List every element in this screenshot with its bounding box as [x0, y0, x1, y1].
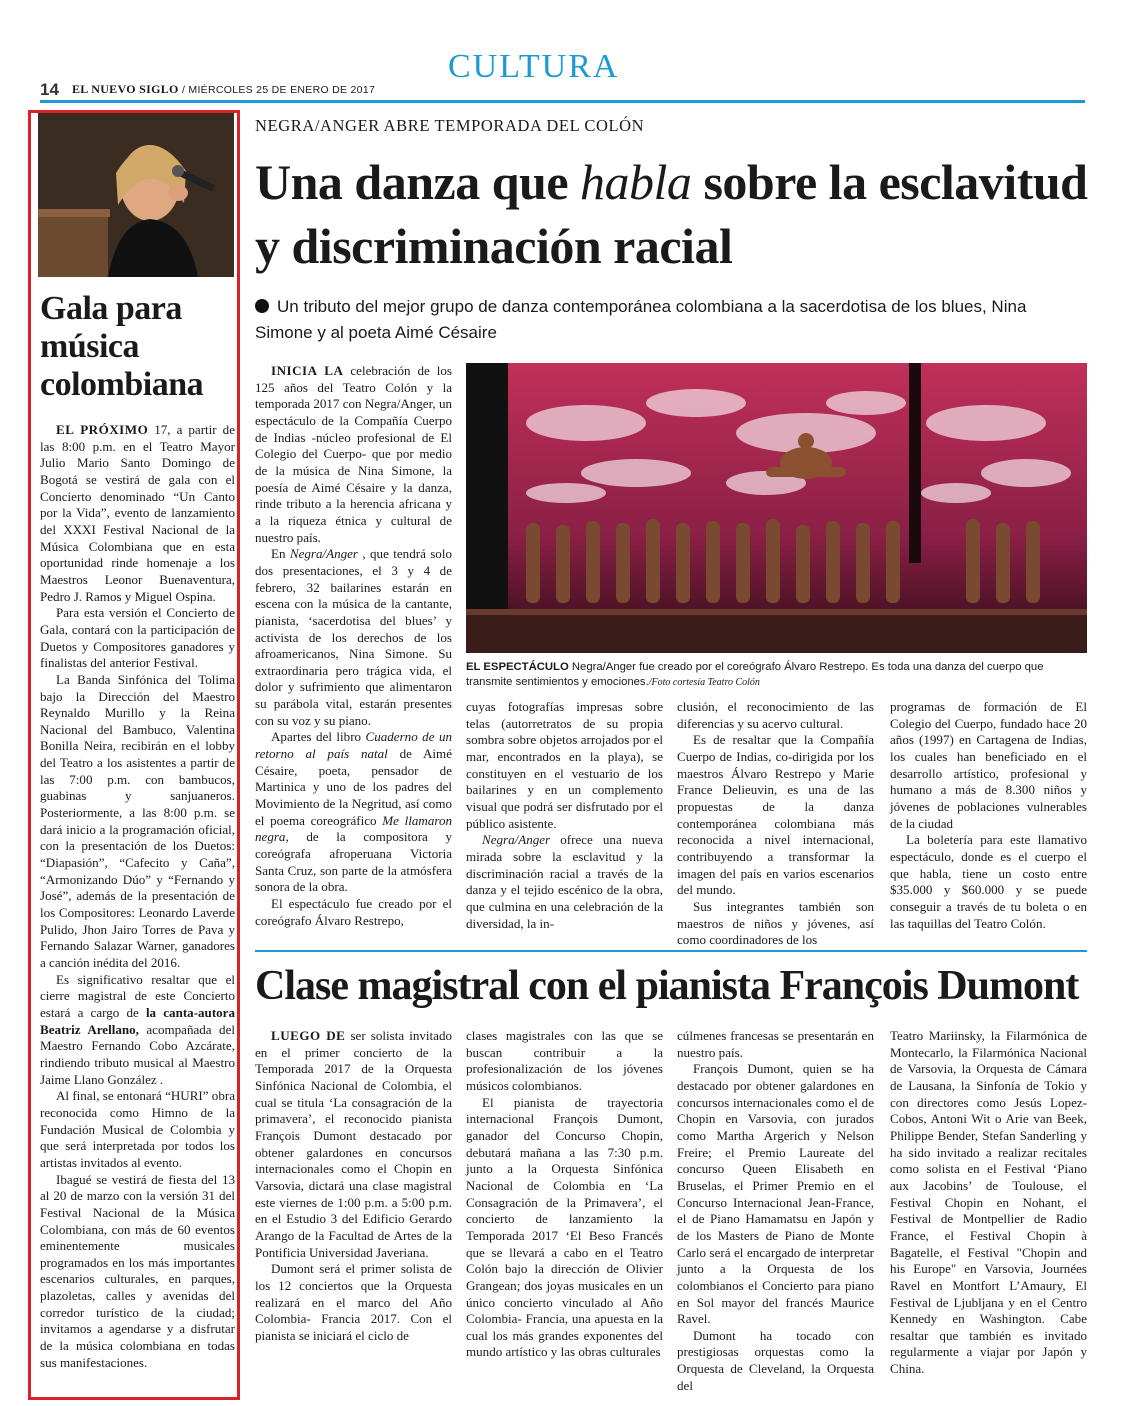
paragraph: Ibagué se vestirá de fiesta del 13 al 20 de marzo con la versión 31 del Festival Nacional de la Música Colombiana, con más de 60 eventos eminentemente musicales programados en los más importantes escenarios culturales, en parques, plazoletas, calles y avenidas del corredor turístico de la ciudad; invitamos a agendarse y a disfrutar de la música colombiana en todas sus manifestaciones.: [40, 1171, 235, 1370]
text: Apartes del libro: [271, 729, 366, 745]
paragraph: Para esta versión el Concierto de Gala, contará con la participación de Duetos y Compositores ganadores y finalistas del anterior Festival.: [40, 605, 235, 671]
article2-column-2: [466, 1028, 663, 1361]
article-column-3: [677, 699, 874, 949]
lead-in: INICIA LA: [271, 363, 344, 378]
article-deck: [255, 294, 1085, 346]
lead-in: EL PRÓXIMO: [56, 422, 149, 437]
text: 17, a partir de las 8:00 p.m. en el Teatro Mayor Julio Mario Santo Domingo de Bogotá se vestirá de gala con el Concierto denominado “Un Canto por la Vida”, evento de lanzamiento del XXXI Festival Nacional de la Música Colombiana que en esta oportunidad rinde homenaje a los Maestros Leonor Buenaventura, Pedro J. Ramos y Miguel Ospina.: [40, 422, 235, 604]
section-title: CULTURA: [448, 48, 620, 85]
paragraph: clases magistrales con las que se buscan contribuir a la profesionalización de los jóvenes músicos colombianos.: [466, 1028, 663, 1093]
sidebar-headline: Gala para música colombiana: [40, 290, 204, 403]
article-divider: [255, 950, 1087, 952]
bullet-icon: [255, 299, 269, 313]
paragraph: La Banda Sinfónica del Tolima bajo la Dirección del Maestro Reynaldo Murillo y la Reina Nacional del Bambuco, Valentina Bonilla Neira, recibirán en el lobby del Teatro a los asistentes a partir de las 7:00 p.m. con bambucos, guabinas y sanjuaneros. Posteriormente, a las 8:00 p.m. se dará inicio a la programación oficial, con la presentación de los Duetos: “Diapasión”, “Cafecito y Caña”, “Armonizando Dúo” y “Fernando y José”, además de la presentación de los Compositores: Leonardo Laverde Pulido, Jhon Jairo Torres de Pava y Fernando Salazar Warner, ganadores a canción inédita del 2016.: [40, 671, 235, 970]
article-headline: [255, 150, 1090, 278]
text: En: [271, 546, 290, 562]
newspaper-name: [72, 82, 375, 97]
headline-part: sobre la esclavitud y discriminación racial: [255, 154, 1088, 274]
article-column-1: [255, 363, 452, 929]
caption-text: Negra/Anger fue creado por el coreógrafo Álvaro Restrepo. Es toda una danza del cuerpo que transmite sentimientos y emociones.: [466, 661, 1044, 688]
headline-part: Una danza que: [255, 154, 581, 210]
dance-photo: [466, 363, 1087, 653]
paragraph: cúlmenes francesas se presentarán en nuestro país.: [677, 1028, 874, 1060]
text: ofrece una nueva mirada sobre la esclavitud y la discriminación racial a través de la danza y el tejido escénico de la obra, que culmina en una celebración de la diversidad, la in-: [466, 832, 663, 931]
caption-label: EL ESPECTÁCULO: [466, 661, 569, 673]
text: , que tendrá solo dos presentaciones, el 3 y 4 de febrero, 32 bailarines estarán en escena con la música de la cantante, pianista, ‘sacerdotisa del blues’ y activista de los derechos de los afroamericanos, Nina Simone. Su extraordinaria pero trágica vida, el dolor y sufrimiento que alimentaron su parábola vital, estarán presentes con su voz y su piano.: [255, 546, 452, 728]
lead-in: LUEGO DE: [271, 1028, 346, 1043]
paragraph: [466, 832, 663, 932]
sidebar-body: [40, 422, 235, 1371]
paragraph: La boletería para este llamativo espectáculo, donde es el cuerpo el que habla, tiene un costo entre $35.000 y $60.000 y se puede conseguir a través de tu boleta o en las taquillas del Teatro Colón.: [890, 832, 1087, 931]
paragraph: Al final, se entonará “HURI” obra reconocida como Himno de la Fundación Musical de Colombia y que será interpretada por todos los artistas invitados al evento.: [40, 1088, 235, 1170]
text: de Aimé Césaire, poeta, pensador de Martinica y uno de los padres del Movimiento de la Negritud, así como el poema coreográfico: [255, 746, 452, 828]
bold-text: la canta-autora Beatriz Arellano,: [40, 1004, 235, 1037]
paragraph: Sus integrantes también son maestros de niños y jóvenes, así como coordinadores de los: [677, 898, 874, 948]
article2-column-4: [890, 1028, 1087, 1378]
paragraph: [40, 972, 235, 1089]
text: ser solista invitado en el primer concierto de la Temporada 2017 de la Orquesta Sinfónica Nacional de Colombia, el cual se titula ‘La consagración de la primavera’, el reconocido pianista François Dumont destacado por obtener galardones en concursos internacionales como el Chopin en Varsovia, dictará una clase magistral este viernes de 1:00 p.m. a 5:00 p.m. en el Estudio 3 del Edificio Gerardo Arango de la Facultad de Artes de la Pontificia Universidad Javeriana.: [255, 1028, 452, 1260]
article-column-4: [890, 699, 1087, 932]
article-column-2: [466, 699, 663, 932]
text: , de la compositora y coreógrafa afroperuana Victoria Santa Cruz, son parte de la atmósfera sonora de la obra.: [255, 829, 452, 895]
paragraph: Es de resaltar que la Compañía Cuerpo de Indias, co-dirigida por los maestros Álvaro Restrepo y Marie France Delieuvin, es una de las propuestas de la danza contemporánea colombiana más reconocida a nivel internacional, contribuyendo a transformar la imagen del país en varios escenarios del mundo.: [677, 732, 874, 898]
italic-title: Negra/Anger: [482, 832, 551, 848]
page-number: 14: [40, 80, 59, 99]
paragraph: Dumont será el primer solista de los 12 conciertos que la Orquesta realizará en el marco del Año Colombia- Francia 2017. Con el pianista se iniciará el ciclo de: [255, 1261, 452, 1343]
italic-title: Cuaderno de un retorno al país natal: [255, 729, 452, 762]
article2-column-3: [677, 1028, 874, 1394]
paragraph: [255, 1028, 452, 1261]
article2-headline: Clase magistral con el pianista François Dumont: [255, 963, 1079, 1009]
italic-title: Negra/Anger: [289, 546, 359, 562]
paragraph: cuyas fotografías impresas sobre telas (autorretratos de su propia sombra sobre objetos arrojados por el mar, encontrados en la playa), se constituyen en el vestuario de los bailarines y en un complemento visual que podrá ser disfrutado por el público asistente.: [466, 699, 663, 831]
header-rule: [40, 100, 1085, 103]
singer-photo: [38, 113, 234, 277]
paragraph: programas de formación de El Colegio del Cuerpo, fundado hace 20 años (1997) en Cartagena de Indias, los cuales han beneficiado en el desarrollo artístico, profesional y humano a más de 8.300 niños y jóvenes de poblaciones vulnerables de la ciudad: [890, 699, 1087, 831]
masthead: EL NUEVO SIGLO: [72, 82, 179, 96]
headline-emphasis: habla: [580, 154, 692, 210]
paragraph: [255, 546, 452, 729]
photo-caption: [466, 660, 1086, 690]
paragraph: El espectáculo fue creado por el coreógrafo Álvaro Restrepo,: [255, 896, 452, 928]
deck-text: Un tributo del mejor grupo de danza contemporánea colombiana a la sacerdotisa de los blues, Nina Simone y al poeta Aimé Césaire: [255, 297, 1027, 342]
paragraph: François Dumont, quien se ha destacado por obtener galardones en concursos internacionales como el de Chopin en Varsovia, con jurados como Martha Argerich y Nelson Freire; el Premio Laureate del concurso Queen Elisabeth en Bruselas, el Primer Premio en el Concurso Internacional Jean-France, el de Piano Hamamatsu en Japón y de los Masters de Piano de Monte Carlo será el encargado de interpretar junto a la Orquesta de los colombianos el Concierto para piano en Sol mayor del francés Maurice Ravel.: [677, 1061, 874, 1327]
article-kicker: NEGRA/ANGER ABRE TEMPORADA DEL COLÓN: [255, 116, 645, 135]
paragraph: Dumont ha tocado con prestigiosas orquestas como la Orquesta de Cleveland, la Orquesta del: [677, 1327, 874, 1393]
text: Es significativo resaltar que el cierre magistral de este Concierto estará a cargo de: [40, 971, 235, 1020]
paragraph: clusión, el reconocimiento de las diferencias y su acervo cultural.: [677, 699, 874, 731]
italic-title: Me llamaron negra: [255, 812, 452, 845]
paragraph: Teatro Mariinsky, la Filarmónica de Montecarlo, la Filarmónica Nacional de Varsovia, la Orquesta de Cámara de Lausana, la Sinfonía de Tokio y con directores como Jesús Lopez-Cobos, Antoni Wit o Arie van Beek, Philippe Bender, Stefan Sanderling y ha sido invitado a realizar recitales como solista en el Festival ‘Piano aux Jacobins’ de Toulouse, el Festival Chopin en Nohant, el Festival de Montpellier de Radio France, el Festival Chopin à Bagatelle, el Festival "Chopin and his Europe" en Varsovia, Journées Ravel en Montfort L’Amaury, El Festival de Ljubljana y en el Centro Kennedy en Washington. Cabe resaltar que también es invitado regularmente a viajar por Japón y China.: [890, 1028, 1087, 1377]
paragraph: El pianista de trayectoria internacional François Dumont, ganador del Concurso Chopin, debutará mañana a las 7:30 p.m. junto a la Orquesta Sinfónica Nacional de Colombia en ‘La Consagración de la Primavera’, el concierto de lanzamiento la Temporada 2017 ‘El Beso Francés que se llevará a cabo en el Teatro Colón bajo la dirección de Olivier Grangean; dos joyas musicales en un único concierto vinculado al Año Colombia- Francia, una apuesta en la cual los más grandes exponentes del mundo artístico y las obras culturales: [466, 1094, 663, 1360]
issue-date: / MIÉRCOLES 25 DE ENERO DE 2017: [181, 84, 376, 96]
text: celebración de los 125 años del Teatro Colón y la temporada 2017 con Negra/Anger, un espectáculo de la Compañía Cuerpo de Indias -núcleo profesional de El Colegio del Cuerpo- que por medio de la música de Nina Simone, la poesía de Aimé Césaire y la danza, rinde tributo a la herencia africana y a la riqueza étnica y cultural de nuestro país.: [255, 363, 452, 545]
article2-column-1: [255, 1028, 452, 1344]
paragraph: [255, 363, 452, 546]
paragraph: [255, 729, 452, 896]
paragraph: [40, 422, 235, 605]
photo-credit: /Foto cortesía Teatro Colón: [648, 677, 760, 688]
text: acompañada del Maestro Fernando Cobo Azcárate, rindiendo tributo musical al Maestro Jaime Llano González .: [40, 1021, 235, 1087]
